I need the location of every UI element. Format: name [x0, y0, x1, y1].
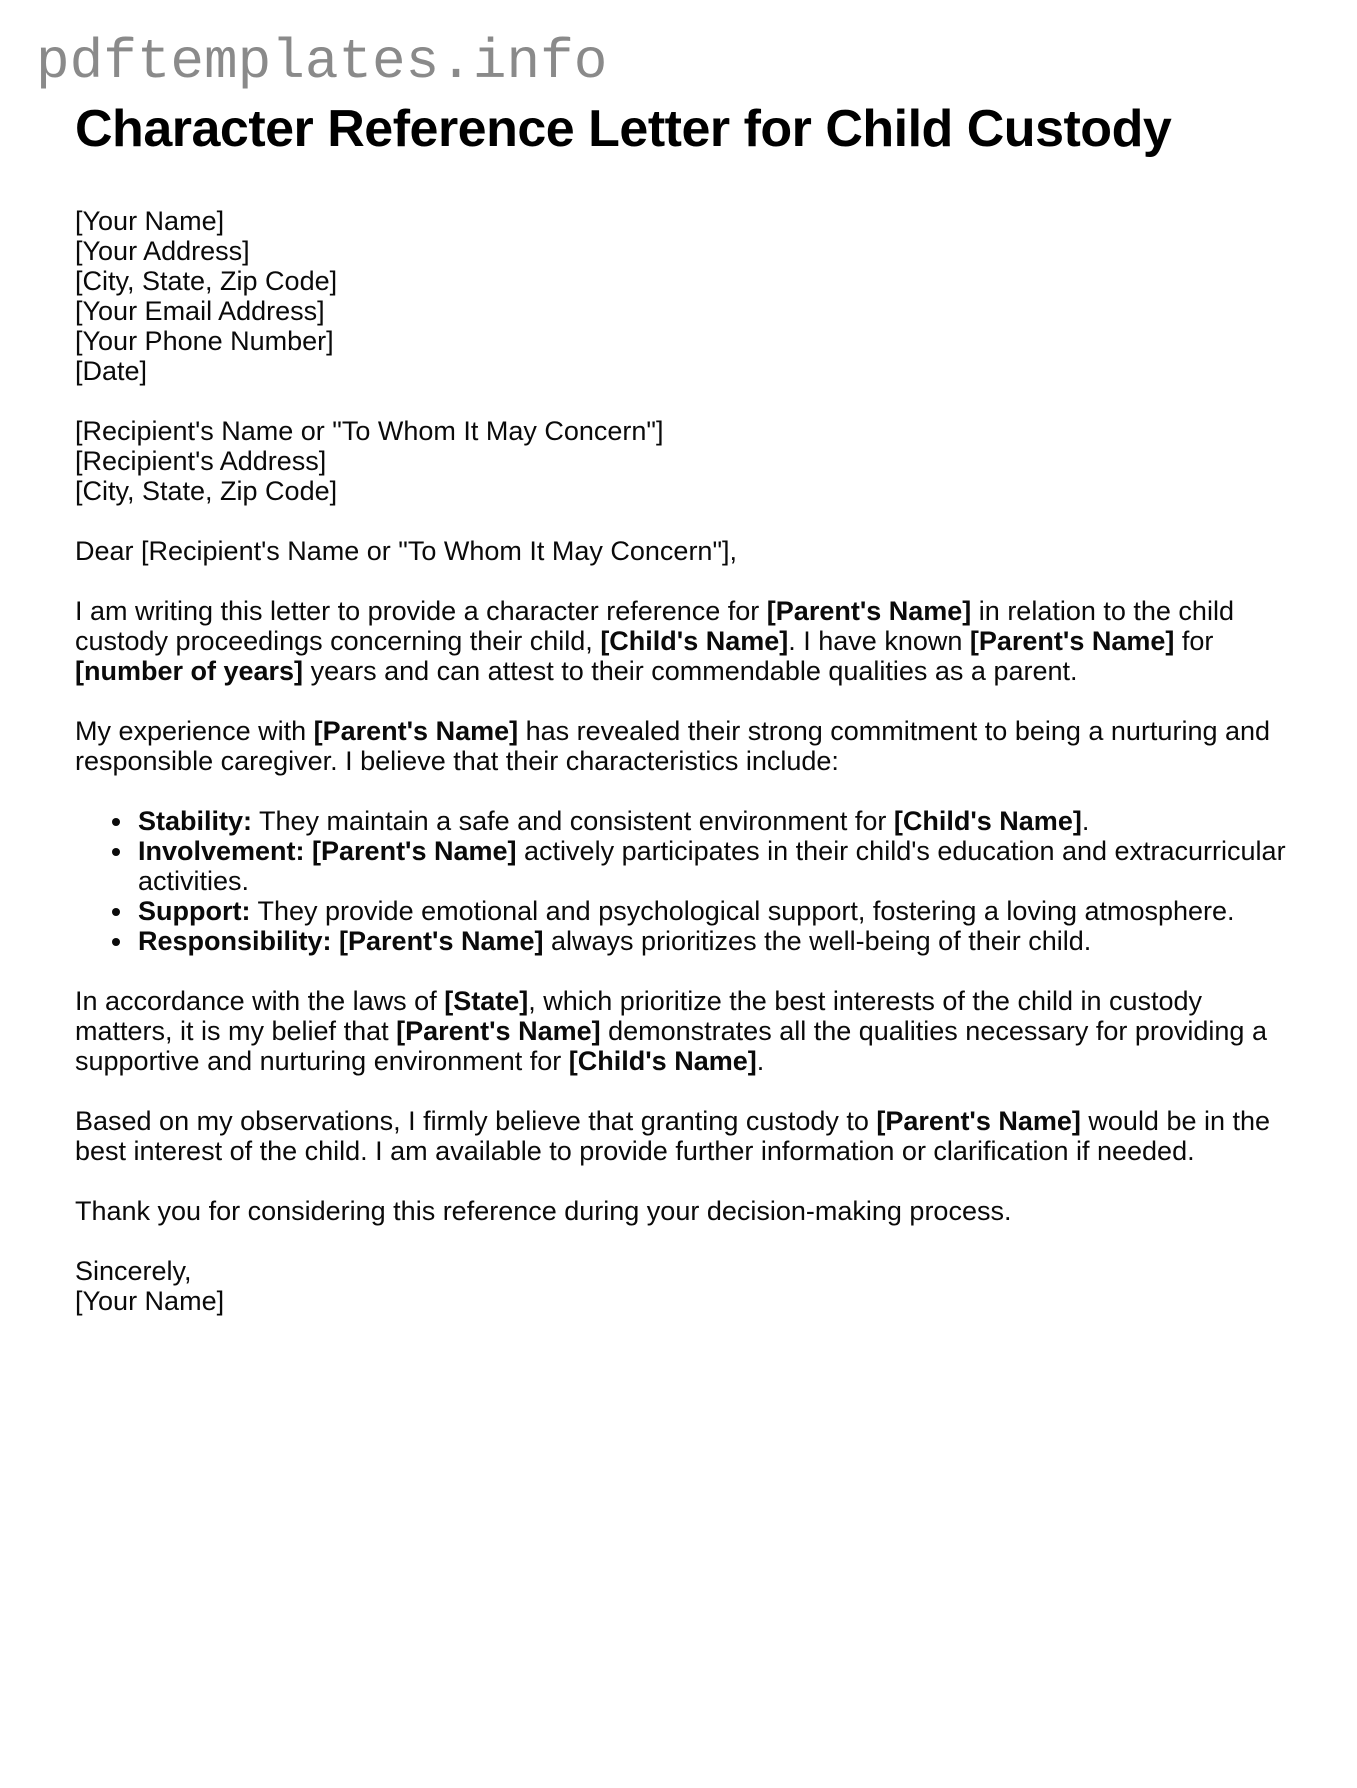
text-run: for — [1174, 626, 1214, 656]
text-run: Based on my observations, I firmly believe that granting custody to — [75, 1106, 877, 1136]
text-run: Thank you for considering this reference during your decision-making process. — [75, 1196, 1012, 1226]
paragraph-state-law — [75, 986, 1305, 1076]
list-item-support — [135, 896, 1305, 926]
list-item-responsibility — [135, 926, 1305, 956]
recipient-name-line: [Recipient's Name or "To Whom It May Concern"] — [75, 416, 664, 446]
salutation: Dear [Recipient's Name or "To Whom It May Concern"], — [75, 536, 738, 566]
paragraph-recommendation — [75, 1106, 1305, 1166]
text-run: . I have known — [788, 626, 970, 656]
placeholder-token: Stability: — [138, 806, 253, 836]
letter-body — [75, 206, 1305, 1316]
placeholder-token: [number of years] — [75, 656, 304, 686]
paragraph-experience — [75, 716, 1305, 776]
paragraph-thanks — [75, 1196, 1305, 1226]
text-run: would be in the best interest of the child. I am available to provide further information or clarification if needed. — [75, 1106, 1271, 1166]
placeholder-token: [Parent's Name] — [876, 1106, 1081, 1136]
list-item-involvement — [135, 836, 1305, 896]
list-item-stability — [135, 806, 1305, 836]
closing-block — [75, 1256, 1305, 1316]
placeholder-token: [Child's Name] — [600, 626, 789, 656]
placeholder-token: Involvement: [Parent's Name] — [138, 836, 517, 866]
placeholder-token: [Parent's Name] — [313, 716, 519, 746]
text-run: always prioritizes the well-being of their child. — [543, 926, 1092, 956]
placeholder-token: [Parent's Name] — [396, 1016, 601, 1046]
text-run: In accordance with the laws of — [75, 986, 445, 1016]
sender-name-line: [Your Name] — [75, 206, 225, 236]
sender-email-line: [Your Email Address] — [75, 296, 325, 326]
sender-phone-line: [Your Phone Number] — [75, 326, 334, 356]
text-run: years and can attest to their commendable qualities as a parent. — [303, 656, 1078, 686]
sender-block — [75, 206, 1305, 386]
placeholder-token: Responsibility: [Parent's Name] — [138, 926, 544, 956]
recipient-address-line: [Recipient's Address] — [75, 446, 327, 476]
text-run: actively participates in their child's education and extracurricular activities. — [138, 836, 1286, 896]
text-run: They maintain a safe and consistent environment for — [252, 806, 894, 836]
text-run: in relation to the child custody proceedings concerning their child, — [75, 596, 1234, 656]
placeholder-token: Support: — [138, 896, 251, 926]
text-run: demonstrates all the qualities necessary for providing a supportive and nurturing environment for — [75, 1016, 1267, 1076]
recipient-city-line: [City, State, Zip Code] — [75, 476, 338, 506]
text-run: My experience with — [75, 716, 314, 746]
closing-sincerely-line: Sincerely, — [75, 1256, 192, 1286]
site-logo-text: pdftemplates.info — [36, 30, 608, 94]
date-line: [Date] — [75, 356, 148, 386]
text-run: has revealed their strong commitment to being a nurturing and responsible caregiver. I believe that their characteristics include: — [75, 716, 1271, 776]
placeholder-token: [Parent's Name] — [969, 626, 1175, 656]
text-run: . — [1081, 806, 1090, 836]
placeholder-token: [Parent's Name] — [766, 596, 972, 626]
text-run: . — [756, 1046, 765, 1076]
document-page — [0, 32, 1357, 1788]
text-run: , which prioritize the best interests of the child in custody matters, it is my belief that — [75, 986, 1203, 1046]
paragraph-introduction — [75, 596, 1305, 686]
qualities-list — [75, 806, 1305, 956]
placeholder-token: [Child's Name] — [893, 806, 1082, 836]
text-run: I am writing this letter to provide a character reference for — [75, 596, 767, 626]
placeholder-token: [Child's Name] — [568, 1046, 757, 1076]
placeholder-token: [State] — [444, 986, 529, 1016]
text-run: They provide emotional and psychological support, fostering a loving atmosphere. — [250, 896, 1235, 926]
recipient-block — [75, 416, 1305, 506]
closing-signature-line: [Your Name] — [75, 1286, 225, 1316]
sender-address-line: [Your Address] — [75, 236, 250, 266]
page-title: Character Reference Letter for Child Custody — [75, 100, 1172, 158]
sender-city-line: [City, State, Zip Code] — [75, 266, 338, 296]
